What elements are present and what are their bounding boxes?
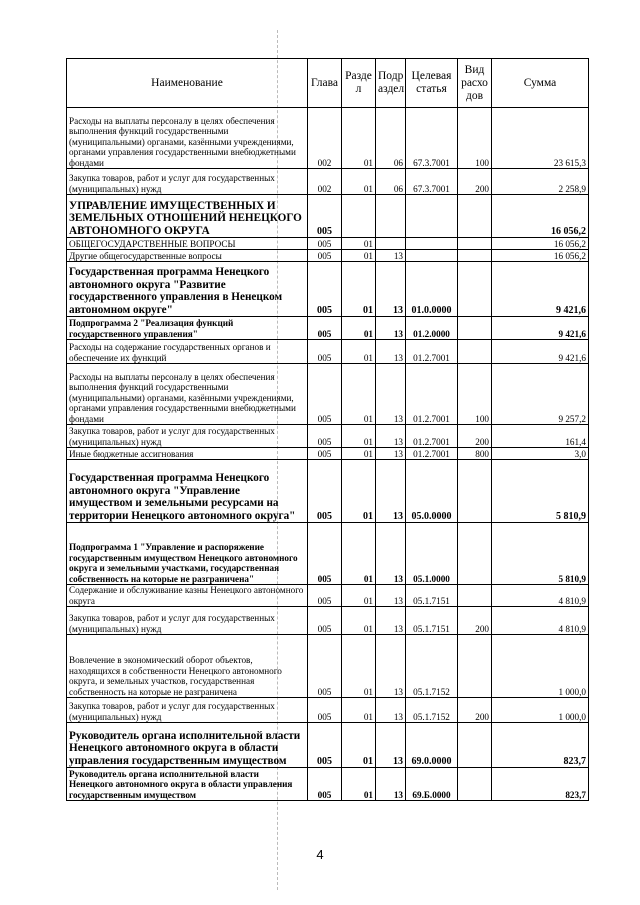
header-podrazdel: Подр аздел (376, 59, 406, 108)
table-header-row (67, 59, 589, 108)
cell-razdel: 01 (342, 262, 376, 317)
table-row (67, 448, 589, 460)
cell-vid (458, 195, 492, 238)
header-statya: Целевая статья (406, 59, 458, 108)
cell-statya (406, 195, 458, 238)
cell-summa: 16 056,2 (492, 250, 589, 262)
cell-glava: 005 (308, 723, 342, 768)
cell-podrazdel (376, 238, 406, 250)
cell-name: Руководитель органа исполнительной власти Ненецкого автономного округа в области управления государственным имуществом (67, 768, 308, 801)
table-row (67, 250, 589, 262)
header-name: Наименование (67, 59, 308, 108)
cell-podrazdel: 13 (376, 768, 406, 801)
cell-vid (458, 250, 492, 262)
cell-statya: 05.1.7152 (406, 698, 458, 723)
cell-glava: 002 (308, 169, 342, 195)
cell-razdel: 01 (342, 108, 376, 169)
cell-name: Расходы на выплаты персоналу в целях обеспечения выполнения функций государственными (муниципальными) органами, казёнными учреждениями, органами управления государственными внебюджетными фондами (67, 108, 308, 169)
table-row (67, 169, 589, 195)
cell-vid: 100 (458, 364, 492, 425)
table-row (67, 195, 589, 238)
cell-razdel: 01 (342, 523, 376, 585)
cell-glava: 005 (308, 364, 342, 425)
cell-razdel: 01 (342, 238, 376, 250)
cell-name: Вовлечение в экономический оборот объектов, находящихся в собственности Ненецкого автономного округа, и земельных участков, государственная собственность на которые не разграничена (67, 635, 308, 698)
cell-statya: 67.3.7001 (406, 169, 458, 195)
cell-vid (458, 635, 492, 698)
cell-name: Закупка товаров, работ и услуг для государственных (муниципальных) нужд (67, 425, 308, 448)
cell-statya: 01.2.7001 (406, 448, 458, 460)
cell-podrazdel: 13 (376, 523, 406, 585)
table-row (67, 723, 589, 768)
cell-summa: 9 421,6 (492, 317, 589, 340)
cell-podrazdel: 13 (376, 262, 406, 317)
cell-razdel: 01 (342, 317, 376, 340)
cell-glava: 005 (308, 635, 342, 698)
cell-vid: 200 (458, 607, 492, 635)
table-row (67, 340, 589, 364)
cell-vid: 800 (458, 448, 492, 460)
cell-statya: 01.2.7001 (406, 364, 458, 425)
cell-vid: 200 (458, 698, 492, 723)
cell-glava: 005 (308, 523, 342, 585)
cell-vid: 100 (458, 108, 492, 169)
cell-summa: 9 421,6 (492, 340, 589, 364)
cell-name: Подпрограмма 2 "Реализация функций государственного управления" (67, 317, 308, 340)
cell-razdel: 01 (342, 723, 376, 768)
cell-vid (458, 340, 492, 364)
cell-name: Закупка товаров, работ и услуг для государственных (муниципальных) нужд (67, 607, 308, 635)
cell-name: Государственная программа Ненецкого автономного округа "Развитие государственного управления в Ненецком автономном округе" (67, 262, 308, 317)
cell-name: Другие общегосударственные вопросы (67, 250, 308, 262)
cell-summa: 4 810,9 (492, 585, 589, 607)
cell-statya: 05.1.0000 (406, 523, 458, 585)
cell-podrazdel: 13 (376, 607, 406, 635)
cell-razdel: 01 (342, 768, 376, 801)
cell-name: Закупка товаров, работ и услуг для государственных (муниципальных) нужд (67, 698, 308, 723)
table-row (67, 768, 589, 801)
cell-vid (458, 262, 492, 317)
cell-glava: 005 (308, 317, 342, 340)
cell-glava: 005 (308, 425, 342, 448)
cell-statya: 69.Б.0000 (406, 768, 458, 801)
cell-razdel (342, 195, 376, 238)
page-number: 4 (316, 847, 324, 862)
cell-podrazdel: 13 (376, 585, 406, 607)
header-summa: Сумма (492, 59, 589, 108)
cell-name: Государственная программа Ненецкого автономного округа "Управление имуществом и земельными ресурсами на территории Ненецкого автономного округа" (67, 460, 308, 523)
cell-podrazdel (376, 195, 406, 238)
cell-statya: 05.1.7151 (406, 607, 458, 635)
cell-vid (458, 523, 492, 585)
cell-summa: 2 258,9 (492, 169, 589, 195)
cell-glava: 005 (308, 262, 342, 317)
cell-podrazdel: 06 (376, 169, 406, 195)
cell-statya: 01.2.7001 (406, 425, 458, 448)
cell-razdel: 01 (342, 460, 376, 523)
cell-statya: 05.1.7152 (406, 635, 458, 698)
cell-vid (458, 585, 492, 607)
cell-summa: 1 000,0 (492, 635, 589, 698)
cell-statya: 01.2.7001 (406, 340, 458, 364)
cell-podrazdel: 13 (376, 723, 406, 768)
cell-name: Подпрограмма 1 "Управление и распоряжение государственным имуществом Ненецкого автономного округа и земельными участками, государственная собственность на которые не разграничена" (67, 523, 308, 585)
cell-statya: 01.2.0000 (406, 317, 458, 340)
cell-glava: 002 (308, 108, 342, 169)
cell-summa: 16 056,2 (492, 195, 589, 238)
cell-vid (458, 460, 492, 523)
cell-razdel: 01 (342, 698, 376, 723)
cell-glava: 005 (308, 448, 342, 460)
cell-glava: 005 (308, 585, 342, 607)
cell-podrazdel: 13 (376, 448, 406, 460)
cell-summa: 3,0 (492, 448, 589, 460)
cell-vid (458, 238, 492, 250)
cell-name: Содержание и обслуживание казны Ненецкого автономного округа (67, 585, 308, 607)
header-glava: Глава (308, 59, 342, 108)
cell-podrazdel: 13 (376, 425, 406, 448)
table-row (67, 317, 589, 340)
cell-statya: 67.3.7001 (406, 108, 458, 169)
cell-glava: 005 (308, 698, 342, 723)
cell-podrazdel: 13 (376, 460, 406, 523)
cell-podrazdel: 13 (376, 698, 406, 723)
table-row (67, 460, 589, 523)
cell-podrazdel: 13 (376, 635, 406, 698)
header-vid: Вид расхо дов (458, 59, 492, 108)
cell-statya: 05.1.7151 (406, 585, 458, 607)
cell-glava: 005 (308, 607, 342, 635)
cell-summa: 4 810,9 (492, 607, 589, 635)
cell-podrazdel: 13 (376, 317, 406, 340)
cell-glava: 005 (308, 460, 342, 523)
cell-summa: 9 257,2 (492, 364, 589, 425)
table-row (67, 238, 589, 250)
header-razdel: Разде л (342, 59, 376, 108)
cell-statya: 69.0.0000 (406, 723, 458, 768)
cell-name: ОБЩЕГОСУДАРСТВЕННЫЕ ВОПРОСЫ (67, 238, 308, 250)
cell-summa: 823,7 (492, 723, 589, 768)
cell-razdel: 01 (342, 448, 376, 460)
cell-vid (458, 317, 492, 340)
cell-vid (458, 723, 492, 768)
table-row (67, 108, 589, 169)
cell-glava: 005 (308, 238, 342, 250)
table-row (67, 262, 589, 317)
cell-razdel: 01 (342, 635, 376, 698)
cell-razdel: 01 (342, 250, 376, 262)
cell-razdel: 01 (342, 364, 376, 425)
cell-statya (406, 238, 458, 250)
cell-podrazdel: 13 (376, 250, 406, 262)
table-row (67, 635, 589, 698)
table-row (67, 607, 589, 635)
cell-glava: 005 (308, 768, 342, 801)
cell-glava: 005 (308, 340, 342, 364)
cell-name: Руководитель органа исполнительной власти Ненецкого автономного округа в области управления государственным имуществом (67, 723, 308, 768)
cell-name: Иные бюджетные ассигнования (67, 448, 308, 460)
cell-vid (458, 768, 492, 801)
cell-vid: 200 (458, 169, 492, 195)
cell-razdel: 01 (342, 425, 376, 448)
table-row (67, 425, 589, 448)
cell-summa: 16 056,2 (492, 238, 589, 250)
cell-summa: 5 810,9 (492, 460, 589, 523)
cell-name: Расходы на содержание государственных органов и обеспечение их функций (67, 340, 308, 364)
cell-podrazdel: 13 (376, 340, 406, 364)
cell-vid: 200 (458, 425, 492, 448)
cell-statya (406, 250, 458, 262)
cell-summa: 23 615,3 (492, 108, 589, 169)
budget-table (66, 58, 589, 801)
cell-razdel: 01 (342, 607, 376, 635)
cell-statya: 05.0.0000 (406, 460, 458, 523)
cell-glava: 005 (308, 250, 342, 262)
cell-name: УПРАВЛЕНИЕ ИМУЩЕСТВЕННЫХ И ЗЕМЕЛЬНЫХ ОТНОШЕНИЙ НЕНЕЦКОГО АВТОНОМНОГО ОКРУГА (67, 195, 308, 238)
cell-name: Закупка товаров, работ и услуг для государственных (муниципальных) нужд (67, 169, 308, 195)
cell-summa: 823,7 (492, 768, 589, 801)
cell-name: Расходы на выплаты персоналу в целях обеспечения выполнения функций государственными (муниципальными) органами, казёнными учреждениями, органами управления государственными внебюджетными фондами (67, 364, 308, 425)
cell-podrazdel: 13 (376, 364, 406, 425)
cell-summa: 1 000,0 (492, 698, 589, 723)
table-row (67, 698, 589, 723)
cell-glava: 005 (308, 195, 342, 238)
cell-summa: 5 810,9 (492, 523, 589, 585)
table-row (67, 364, 589, 425)
cell-razdel: 01 (342, 169, 376, 195)
cell-summa: 9 421,6 (492, 262, 589, 317)
cell-podrazdel: 06 (376, 108, 406, 169)
cell-razdel: 01 (342, 585, 376, 607)
cell-statya: 01.0.0000 (406, 262, 458, 317)
table-row (67, 523, 589, 585)
table-row (67, 585, 589, 607)
cell-razdel: 01 (342, 340, 376, 364)
cell-summa: 161,4 (492, 425, 589, 448)
